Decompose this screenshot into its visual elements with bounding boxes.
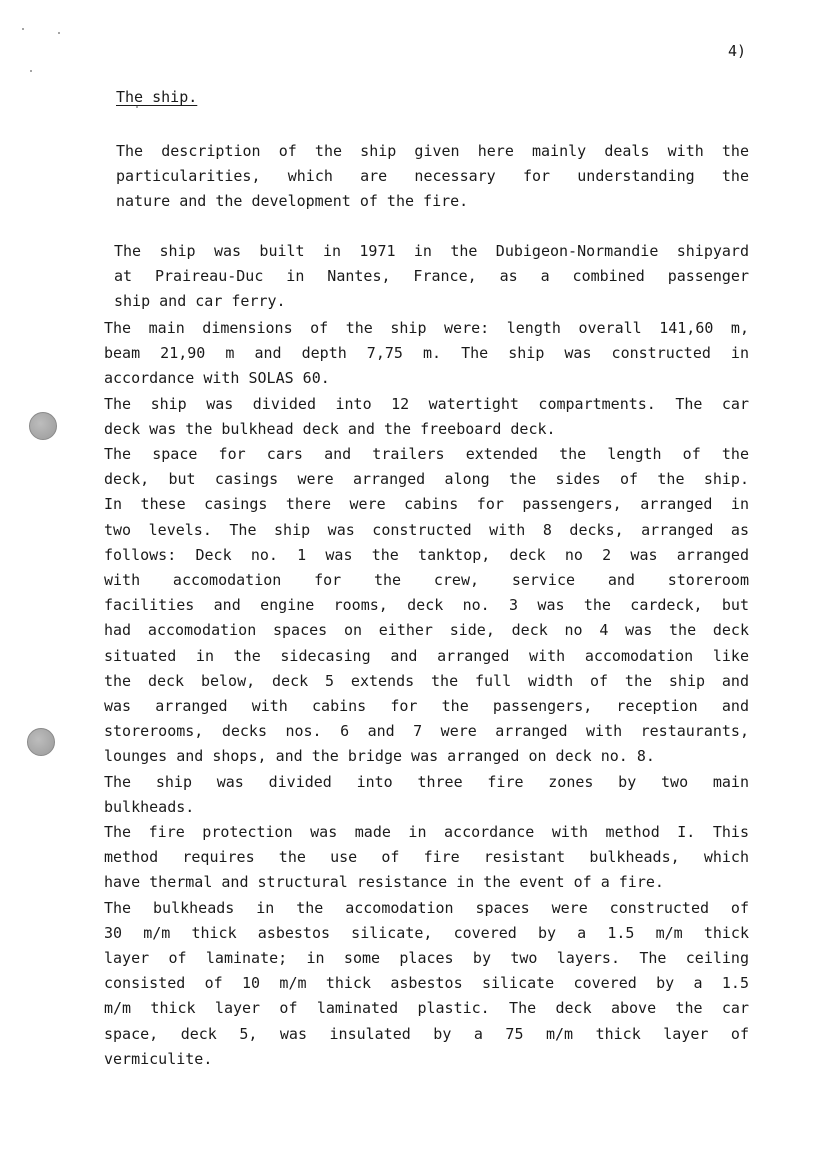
- paragraph-intro: [116, 139, 749, 215]
- text-line: with accomodation for the crew, service and storeroom: [104, 571, 749, 590]
- text-line: The fire protection was made in accordance with method I. This: [104, 823, 749, 842]
- paragraph-built: [114, 239, 749, 315]
- text-line: 30 m/m thick asbestos silicate, covered by a 1.5 m/m thick: [104, 923, 749, 942]
- scan-speck: [58, 32, 60, 34]
- text-line: consisted of 10 m/m thick asbestos silicate covered by a 1.5: [104, 974, 749, 993]
- text-line: had accomodation spaces on either side, deck no 4 was the deck: [104, 621, 749, 640]
- text-line: vermiculite.: [104, 1049, 213, 1068]
- text-line: situated in the sidecasing and arranged with accomodation like: [104, 646, 749, 665]
- text-line: at Praireau-Duc in Nantes, France, as a combined passenger: [114, 267, 749, 286]
- punch-hole-upper: [29, 412, 57, 440]
- scan-speck: [22, 28, 24, 30]
- text-line: ship and car ferry.: [114, 292, 286, 311]
- text-line: facilities and engine rooms, deck no. 3 was the cardeck, but: [104, 596, 749, 615]
- text-line: space, deck 5, was insulated by a 75 m/m thick layer of: [104, 1024, 749, 1043]
- text-line: storerooms, decks nos. 6 and 7 were arranged with restaurants,: [104, 722, 749, 741]
- text-line: follows: Deck no. 1 was the tanktop, deck no 2 was arranged: [104, 545, 749, 564]
- text-line: deck, but casings were arranged along the sides of the ship.: [104, 470, 749, 489]
- text-line: deck was the bulkhead deck and the freeboard deck.: [104, 419, 556, 438]
- paragraph-main: [104, 316, 749, 1072]
- text-line: method requires the use of fire resistant bulkheads, which: [104, 848, 749, 867]
- scan-speck: [136, 106, 138, 108]
- text-line: was arranged with cabins for the passengers, reception and: [104, 697, 749, 716]
- text-line: The ship was divided into three fire zones by two main: [104, 772, 749, 791]
- text-line: The ship was divided into 12 watertight compartments. The car: [104, 394, 749, 413]
- text-line: The main dimensions of the ship were: length overall 141,60 m,: [104, 319, 749, 337]
- text-line: The ship was built in 1971 in the Dubigeon-Normandie shipyard: [114, 242, 749, 260]
- text-line: The description of the ship given here mainly deals with the: [116, 142, 749, 160]
- text-line: the deck below, deck 5 extends the full width of the ship and: [104, 671, 749, 690]
- text-line: nature and the development of the fire.: [116, 192, 469, 211]
- text-line: particularities, which are necessary for understanding the: [116, 167, 749, 186]
- text-line: bulkheads.: [104, 797, 195, 816]
- text-line: m/m thick layer of laminated plastic. The deck above the car: [104, 999, 749, 1018]
- text-line: The space for cars and trailers extended the length of the: [104, 445, 749, 464]
- text-line: accordance with SOLAS 60.: [104, 369, 330, 388]
- text-line: beam 21,90 m and depth 7,75 m. The ship was constructed in: [104, 344, 749, 363]
- text-line: layer of laminate; in some places by two layers. The ceiling: [104, 949, 749, 968]
- punch-hole-lower: [27, 728, 55, 756]
- text-line: lounges and shops, and the bridge was arranged on deck no. 8.: [104, 747, 655, 766]
- text-line: two levels. The ship was constructed with 8 decks, arranged as: [104, 520, 749, 539]
- text-line: In these casings there were cabins for passengers, arranged in: [104, 495, 749, 514]
- text-line: The bulkheads in the accomodation spaces were constructed of: [104, 898, 749, 917]
- text-line: have thermal and structural resistance in the event of a fire.: [104, 873, 664, 892]
- scan-speck: [30, 70, 32, 72]
- section-heading: The ship.: [116, 88, 198, 106]
- page-number: 4): [728, 42, 747, 60]
